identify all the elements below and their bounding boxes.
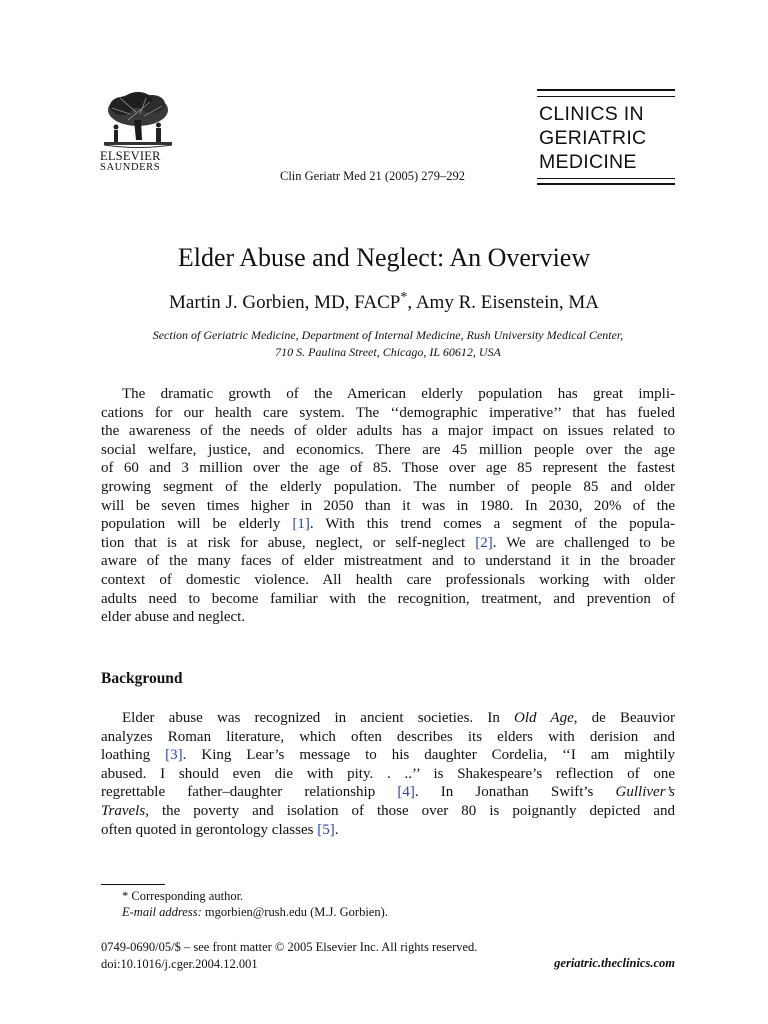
- text-line: [101, 709, 675, 728]
- text-line: [101, 534, 675, 553]
- text-line: of 60 and 3 million over the age of 85. Those over age 85 represent the fastest: [101, 460, 675, 477]
- text-segment: population will be elderly: [101, 516, 293, 533]
- background-paragraph: [101, 709, 675, 839]
- text-line: the awareness of the needs of older adults has a major impact on issues related to: [101, 423, 675, 440]
- text-segment: Elder abuse was recognized in ancient societies. In: [122, 710, 515, 726]
- text-segment: regrettable father–daughter relationship: [101, 784, 398, 801]
- reference-link[interactable]: [2]: [475, 534, 493, 551]
- journal-name-line: MEDICINE: [539, 151, 637, 173]
- text-line: [101, 802, 675, 821]
- author-name: Martin J. Gorbien, MD, FACP: [169, 292, 401, 313]
- copyright-block: [101, 939, 477, 973]
- text-line: abused. I should even die with pity. . ..’’ is Shakespeare’s reflection of one: [101, 765, 675, 782]
- text-line: analyzes Roman literature, which often describes its elders with derision and: [101, 728, 675, 745]
- affiliation: [100, 327, 676, 361]
- text-line: [101, 515, 675, 534]
- journal-brand: [537, 89, 675, 185]
- author-name: , Amy R. Eisenstein, MA: [407, 292, 599, 313]
- brand-rule-bottom: [537, 178, 675, 185]
- text-line: social welfare, justice, and economics. There are 45 million people over the age: [101, 441, 675, 458]
- text-segment: .: [334, 821, 339, 838]
- reference-link[interactable]: [3]: [165, 747, 183, 764]
- section-heading: Background: [101, 670, 183, 687]
- corresponding-author-note: * Corresponding author.: [122, 889, 244, 903]
- text-segment: . We are challenged to be: [492, 534, 675, 551]
- text-line: [101, 746, 675, 765]
- text-line: [101, 783, 675, 802]
- publisher-logo: [100, 90, 176, 173]
- journal-citation: Clin Geriatr Med 21 (2005) 279–292: [280, 169, 466, 183]
- publisher-name: ELSEVIER: [100, 149, 161, 163]
- abstract-paragraph: [101, 385, 675, 627]
- affiliation-line: 710 S. Paulina Street, Chicago, IL 60612, USA: [275, 345, 501, 359]
- reference-link[interactable]: [1]: [292, 516, 310, 533]
- text-segment: often quoted in gerontology classes: [101, 821, 318, 838]
- author-list: [0, 290, 768, 314]
- copyright-line: 0749-0690/05/$ – see front matter © 2005 Elsevier Inc. All rights reserved.: [101, 940, 478, 954]
- email-label: E-mail address:: [122, 905, 202, 919]
- book-title: Old Age: [514, 710, 574, 726]
- reference-link[interactable]: [5]: [317, 821, 335, 838]
- text-line: growing segment of the elderly population. The number of people 85 and older: [101, 478, 675, 495]
- email-address[interactable]: mgorbien@rush.edu (M.J. Gorbien).: [201, 905, 388, 919]
- footnote-divider: [101, 884, 165, 885]
- footnote: [122, 888, 388, 920]
- text-line: aware of the many faces of elder mistreatment and to understand it in the broader: [101, 553, 675, 570]
- text-segment: tion that is at risk for abuse, neglect, or self-neglect: [101, 534, 476, 551]
- journal-name: [537, 102, 675, 174]
- text-line: The dramatic growth of the American elderly population has great impli-: [122, 386, 675, 402]
- brand-rule-top: [537, 89, 675, 97]
- text-segment: loathing: [101, 747, 166, 764]
- text-segment: . King Lear’s message to his daughter Cordelia, ‘‘I am mightily: [182, 747, 675, 764]
- corresponding-author-mark[interactable]: *: [400, 290, 408, 305]
- text-line: will be seven times higher in 2050 than it was in 1980. In 2030, 20% of the: [101, 497, 675, 514]
- text-segment: , de Beauvior: [573, 710, 675, 726]
- journal-website-link[interactable]: geriatric.theclinics.com: [554, 956, 675, 970]
- journal-name-line: GERIATRIC: [539, 127, 647, 149]
- affiliation-line: Section of Geriatric Medicine, Department of Internal Medicine, Rush University Medical Center,: [152, 328, 624, 342]
- text-line: [101, 821, 675, 840]
- email-note: [122, 904, 388, 920]
- journal-name-line: CLINICS IN: [539, 103, 644, 125]
- book-title: Gulliver’s: [615, 784, 675, 801]
- publisher-imprint: SAUNDERS: [100, 162, 161, 173]
- elsevier-tree-logo-icon: [100, 90, 176, 150]
- doi[interactable]: doi:10.1016/j.cger.2004.12.001: [101, 957, 258, 971]
- text-segment: . In Jonathan Swift’s: [414, 784, 616, 801]
- text-line: elder abuse and neglect.: [101, 609, 246, 626]
- text-segment: . With this trend comes a segment of the popula-: [309, 516, 675, 533]
- text-segment: , the poverty and isolation of those over 80 is poignantly depicted and: [145, 802, 675, 819]
- text-line: cations for our health care system. The ‘‘demographic imperative’’ that has fueled: [101, 404, 675, 421]
- text-line: adults need to become familiar with the recognition, treatment, and prevention of: [101, 590, 675, 607]
- book-title: Travels: [101, 802, 146, 819]
- article-title: Elder Abuse and Neglect: An Overview: [177, 243, 591, 272]
- reference-link[interactable]: [4]: [397, 784, 415, 801]
- text-line: context of domestic violence. All health care professionals working with older: [101, 571, 675, 588]
